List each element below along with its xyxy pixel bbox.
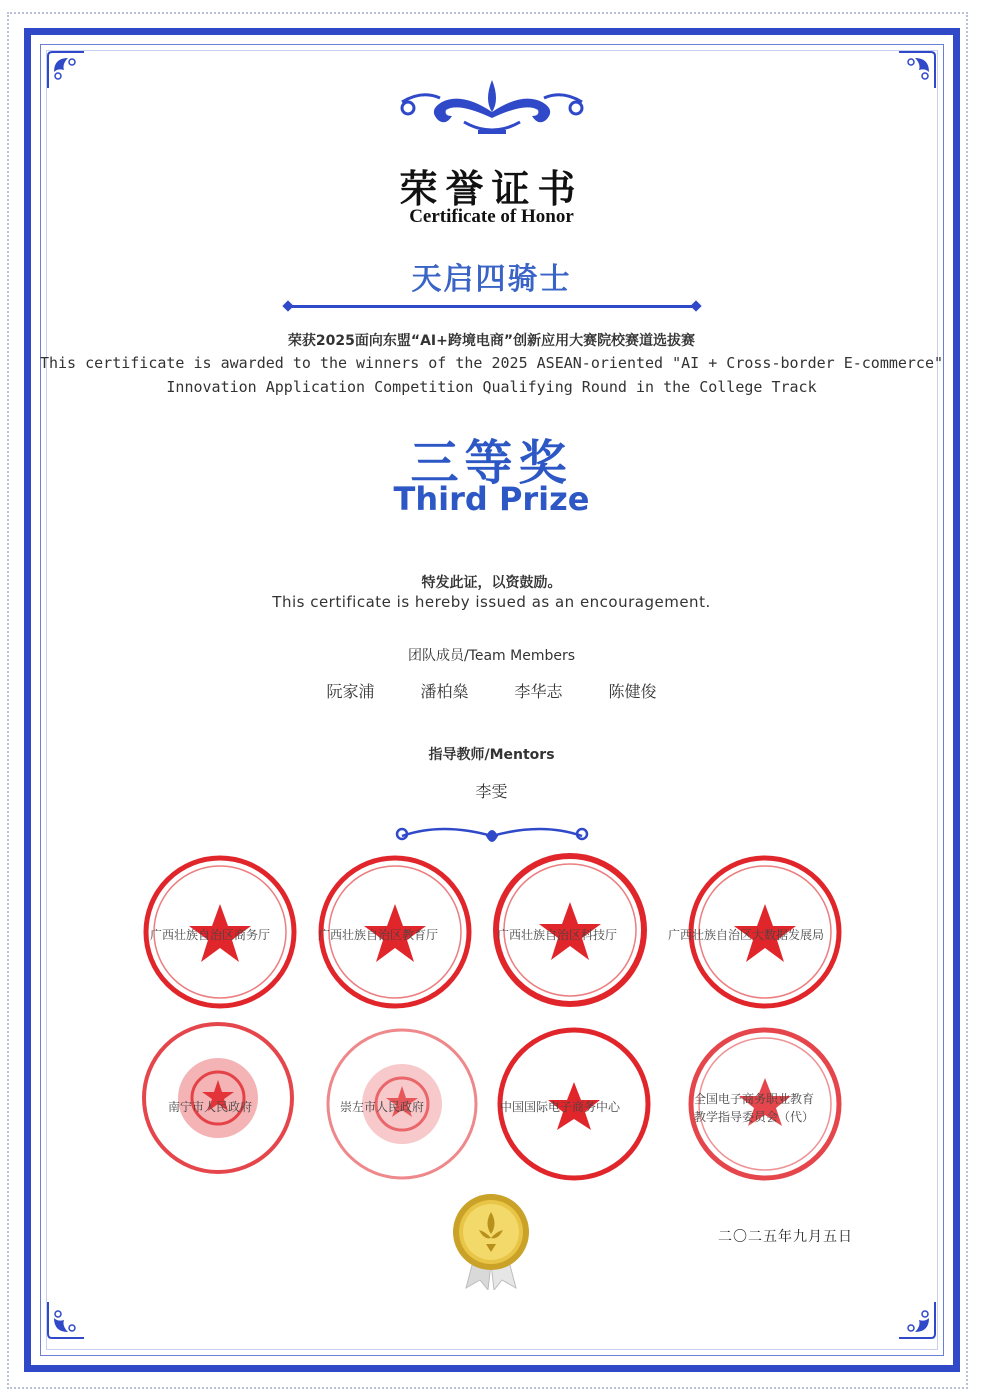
team-name: 天启四骑士 bbox=[411, 262, 572, 297]
top-flourish-ornament-icon bbox=[392, 72, 592, 144]
team-member: 阮家浦 bbox=[326, 682, 375, 701]
issuer-name: 中国国际电子商务中心 bbox=[500, 1100, 621, 1114]
prize-level-cn: 三等奖 bbox=[410, 435, 573, 491]
team-members-list bbox=[0, 679, 983, 702]
encouragement-cn: 特发此证，以资鼓励。 bbox=[421, 575, 562, 591]
issuer-name: 南宁市人民政府 bbox=[168, 1100, 253, 1114]
mentor-name: 李雯 bbox=[475, 782, 508, 801]
encouragement-en: This certificate is hereby issued as an encouragement. bbox=[272, 593, 711, 611]
issuer-name-line2: 教学指导委员会（代） bbox=[694, 1110, 815, 1124]
issuer-name: 广西壮族自治区教育厅 bbox=[318, 928, 439, 942]
certificate-title-cn: 荣誉证书 bbox=[399, 166, 584, 211]
corner-ornament-icon bbox=[895, 1298, 939, 1342]
team-members-heading: 团队成员/Team Members bbox=[407, 648, 576, 664]
team-member: 陈健俊 bbox=[608, 682, 657, 701]
award-description-en-line1: This certificate is awarded to the winners of the 2025 ASEAN-oriented "AI + Cross-border E-commerce" bbox=[39, 354, 944, 372]
gold-medal-icon bbox=[446, 1190, 536, 1290]
corner-ornament-icon bbox=[895, 48, 939, 92]
issuer-name: 广西壮族自治区大数据发展局 bbox=[668, 928, 825, 942]
issue-date: 二〇二五年九月五日 bbox=[718, 1229, 853, 1245]
mentors-heading: 指导教师/Mentors bbox=[428, 747, 555, 763]
certificate-title-en: Certificate of Honor bbox=[409, 206, 574, 227]
title-divider bbox=[288, 305, 696, 308]
issuer-name: 崇左市人民政府 bbox=[340, 1100, 425, 1114]
corner-ornament-icon bbox=[44, 48, 88, 92]
issuer-name: 广西壮族自治区商务厅 bbox=[150, 928, 271, 942]
award-description-cn: 荣获2025面向东盟“AI+跨境电商”创新应用大赛院校赛道选拔赛 bbox=[287, 333, 696, 349]
issuer-name-line1: 全国电子商务职业教育 bbox=[694, 1092, 815, 1106]
award-description-en-line2: Innovation Application Competition Qualifying Round in the College Track bbox=[166, 378, 817, 396]
prize-level-en: Third Prize bbox=[393, 480, 590, 518]
corner-ornament-icon bbox=[44, 1298, 88, 1342]
issuer-name: 广西壮族自治区科技厅 bbox=[497, 928, 618, 942]
seal-flourish-ornament-icon bbox=[392, 818, 592, 852]
team-member: 潘柏燊 bbox=[420, 682, 469, 701]
team-member: 李华志 bbox=[514, 682, 563, 701]
